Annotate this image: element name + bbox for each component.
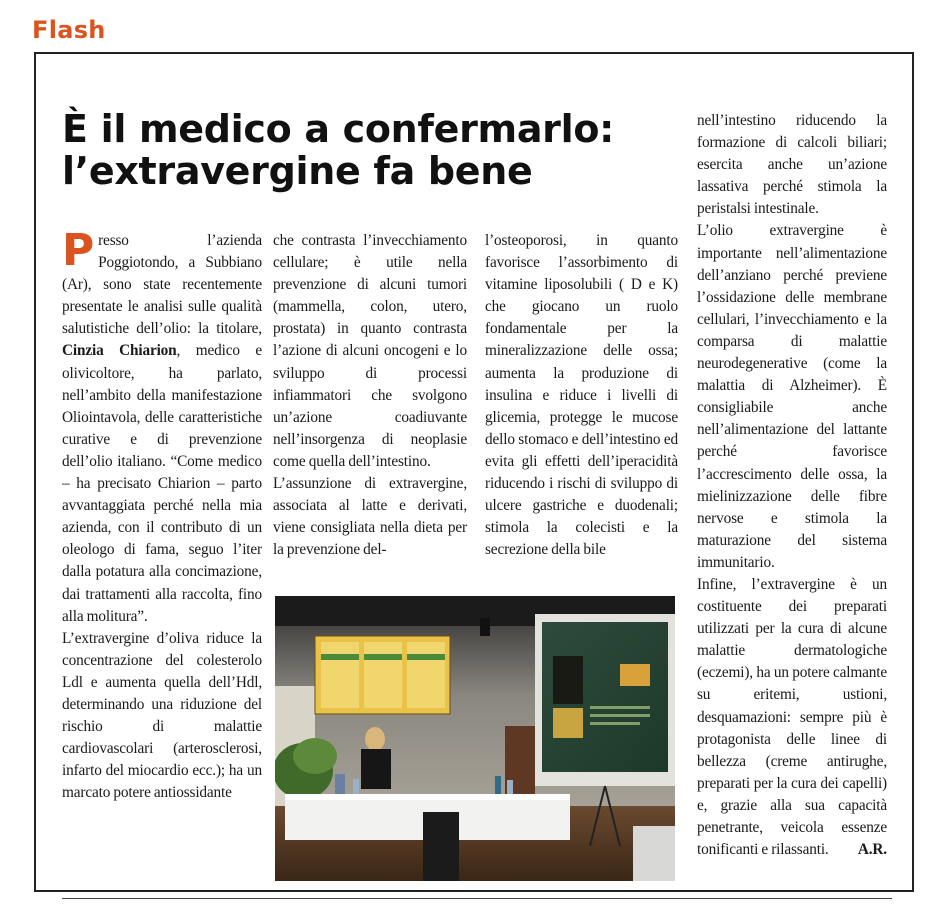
section-label: Flash — [32, 16, 106, 44]
paragraph: L’olio extravergine è importante nell’alimentazione dell’anziano perché previene l’ossidazione delle membrane cellulari, l’invecchiamento e la comparsa di malattie neurodegenerative (come la malattia di Alzheimer). È consigliabile anche nell’alimentazione del lattante perché favorisce l’accrescimento delle ossa, la mielinizzazione delle fibre nervose e stimola la maturazione del sistema immunitario. — [697, 222, 887, 571]
paragraph: che contrasta l’invecchiamento cellulare; è utile nella prevenzione di alcuni tumori (mammella, colon, utero, prostata) in quanto contrasta l’azione di alcuni oncogeni e lo sviluppo di processi infiammatori che svolgono un’azione coadiuvante nell’insorgenza di neoplasie come quella dell’intestino. — [273, 232, 467, 470]
paragraph-text: resso l’azienda Poggiotondo, a Subbiano (Ar), sono state recentemente presentate le analisi sulle qualità salutistiche dell’olio: la titolare, — [62, 232, 262, 338]
paragraph: L’extravergine d’oliva riduce la concentrazione del colesterolo Ldl e aumenta quella dell’Hdl, determinando una riduzione del rischio di malattie cardiovascolari (arterosclerosi, infarto del miocardio ecc.); ha un marcato potere antiossidante — [62, 629, 262, 802]
drop-cap: P — [62, 225, 95, 276]
conference-photo — [275, 596, 675, 881]
article-column-4 — [697, 110, 887, 861]
headline-line-1: È il medico a confermarlo: — [62, 107, 615, 151]
paragraph-text: Infine, l’extravergine è un costituente dei preparati utilizzati per la cura di alcune malattie dermatologiche (eczemi), ha un potere calmante su eritemi, ustioni, desquamazioni: sempre più è protagonista delle linee di bellezza (creme antirughe, preparati per la cura dei capelli) e, grazie alla sua capacità penetrante, veicola essenze tonificanti e rilassanti. — [697, 575, 887, 859]
article-column-1 — [62, 225, 262, 804]
paragraph: L’assunzione di extravergine, associata al latte e derivati, viene consigliata nella dieta per la prevenzione del- — [273, 475, 467, 559]
article-column-2 — [273, 230, 467, 561]
paragraph — [697, 574, 887, 861]
headline-line-2: l’extravergine fa bene — [62, 149, 533, 193]
person-name: Cinzia Chiarion — [62, 342, 177, 360]
paragraph-text: , medico e olivicoltore, ha parlato, nell’ambito della manifestazione Oliointavola, delle caratteristiche curative e di prevenzione dell’olio italiano. “Come medico – ha precisato Chiarion – parto avvantaggiata perché nella mia azienda, con il contributo di un oleologo di fama, seguo l’iter dalla potatura alla concimazione, dai trattamenti alla raccolta, fino alla molitura”. — [62, 342, 262, 625]
conference-photo-illustration — [275, 596, 675, 881]
paragraph: l’osteoporosi, in quanto favorisce l’assorbimento di vitamine liposolubili ( D e K) che giocano un ruolo fondamentale per la mineralizzazione delle ossa; aumenta la produzione di insulina e riduce i livelli di glicemia, protegge le mucose dello stomaco e dell’intestino ed evita gli effetti dell’iperacidità riducendo i rischi di sviluppo di ulcere gastriche e duodenali; stimola la colecisti e la secrezione della bile — [485, 232, 678, 559]
article-column-3 — [485, 230, 678, 561]
author-signature: A.R. — [857, 841, 887, 859]
headline — [62, 108, 682, 192]
paragraph: nell’intestino riducendo la formazione di calcoli biliari; esercita anche un’azione lassativa perché stimola la peristalsi intestinale. — [697, 112, 887, 218]
bottom-rule — [62, 898, 892, 899]
paragraph — [62, 225, 262, 628]
